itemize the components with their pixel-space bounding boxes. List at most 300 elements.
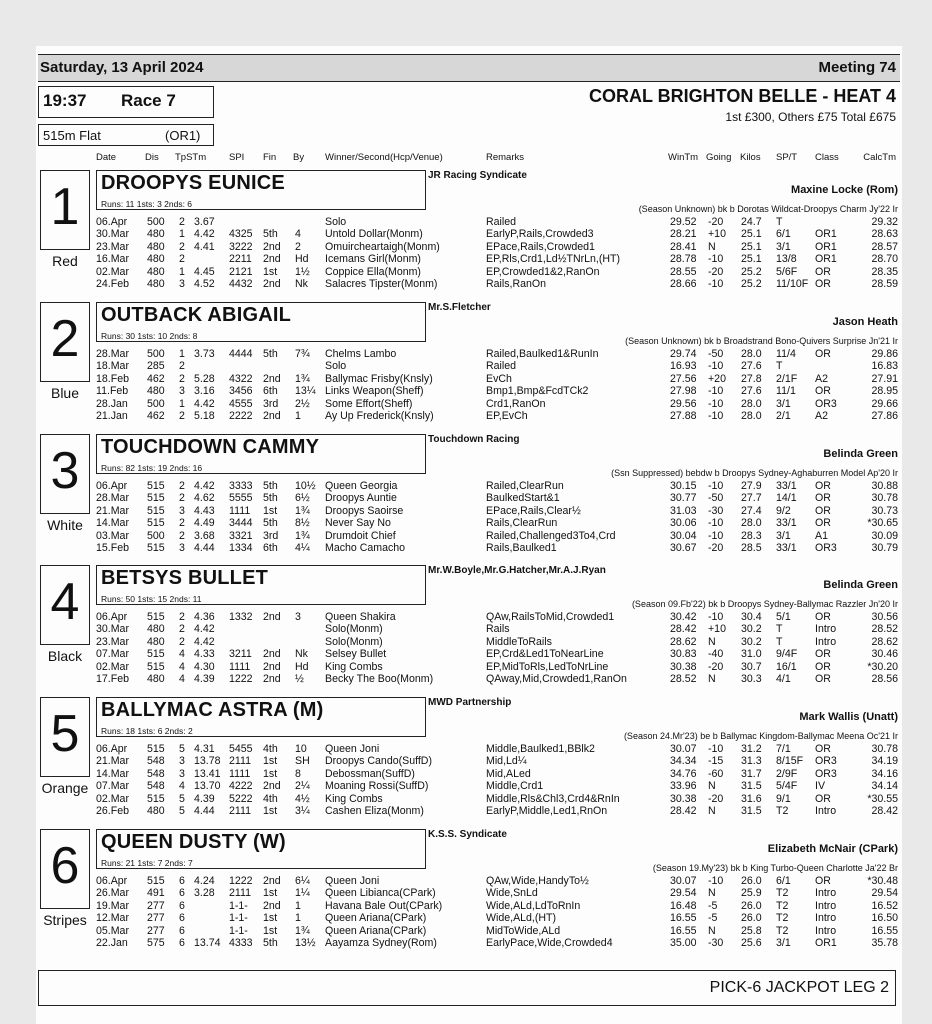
form-finish: 1st bbox=[263, 805, 278, 817]
form-remarks: EP,Rls,Crd1,Ld½TNrLn,(HT) bbox=[486, 253, 621, 266]
form-trap: 2 bbox=[179, 240, 185, 253]
form-finish: 5th bbox=[263, 228, 278, 241]
form-sp: 9/1 bbox=[776, 792, 791, 805]
form-margin: 10 bbox=[295, 743, 307, 755]
form-going: N bbox=[708, 635, 716, 648]
form-win-time: 16.93 bbox=[670, 360, 697, 373]
form-sp: 16/1 bbox=[776, 660, 797, 673]
form-sp: T2 bbox=[776, 924, 789, 937]
form-sp: 33/1 bbox=[776, 517, 797, 530]
form-sp: 33/1 bbox=[776, 542, 797, 554]
form-distance: 480 bbox=[147, 623, 165, 636]
form-date: 15.Feb bbox=[96, 542, 129, 554]
form-sectionals: 2222 bbox=[229, 410, 253, 422]
form-row bbox=[0, 505, 932, 517]
form-winner-second: Coppice Ella(Monm) bbox=[325, 265, 421, 278]
header-remarks: Remarks bbox=[486, 152, 525, 163]
form-win-time: 29.56 bbox=[670, 397, 697, 410]
form-class: Intro bbox=[815, 924, 837, 937]
form-sp: 8/15F bbox=[776, 755, 804, 768]
form-trap: 2 bbox=[179, 635, 185, 648]
form-win-time: 28.41 bbox=[670, 240, 697, 253]
form-going: N bbox=[708, 887, 716, 900]
form-finish: 2nd bbox=[263, 875, 281, 887]
form-sp: T bbox=[776, 360, 783, 373]
form-sectionals: 3222 bbox=[229, 240, 253, 253]
form-sectionals: 2111 bbox=[229, 755, 251, 768]
form-win-time: 34.76 bbox=[670, 767, 697, 780]
form-kilos: 25.9 bbox=[741, 887, 762, 900]
form-finish: 2nd bbox=[263, 278, 281, 290]
form-distance: 277 bbox=[147, 912, 165, 925]
form-remarks: EPace,Rails,Clear½ bbox=[486, 504, 581, 517]
form-trap: 5 bbox=[179, 743, 185, 755]
form-distance: 515 bbox=[147, 517, 165, 530]
form-kilos: 31.5 bbox=[741, 805, 762, 817]
form-kilos: 28.3 bbox=[741, 529, 762, 542]
form-class: OR bbox=[815, 348, 831, 360]
form-win-time: 28.66 bbox=[670, 278, 697, 290]
form-finish: 3rd bbox=[263, 397, 279, 410]
trainer-name: Belinda Green bbox=[823, 579, 898, 591]
form-finish: 2nd bbox=[263, 899, 281, 912]
form-winner-second: Solo bbox=[325, 360, 347, 373]
form-class: Intro bbox=[815, 635, 837, 648]
form-winner-second: Drumdoit Chief bbox=[325, 529, 396, 542]
form-winner-second: Untold Dollar(Monm) bbox=[325, 228, 423, 241]
form-winner-second: Solo bbox=[325, 216, 347, 228]
form-finish: 1st bbox=[263, 924, 278, 937]
form-date: 07.Mar bbox=[96, 648, 129, 661]
form-class: OR bbox=[815, 504, 831, 517]
dog-stats: Runs: 30 1sts: 10 2nds: 8 bbox=[101, 331, 198, 341]
dog-name-box bbox=[96, 565, 426, 605]
form-remarks: BaulkedStart&1 bbox=[486, 492, 560, 505]
form-calc-time: *30.55 bbox=[867, 792, 898, 805]
form-margin: 3 bbox=[295, 611, 301, 623]
form-split-time: 4.42 bbox=[194, 228, 215, 241]
form-going: -10 bbox=[708, 517, 724, 530]
trap-number: 6 bbox=[50, 837, 80, 895]
form-kilos: 24.7 bbox=[741, 216, 762, 228]
form-win-time: 30.38 bbox=[670, 792, 697, 805]
dog-name-box bbox=[96, 697, 426, 737]
dog-name: BETSYS BULLET bbox=[101, 567, 269, 589]
trainer-name: Mark Wallis (Unatt) bbox=[799, 711, 898, 723]
form-win-time: 28.42 bbox=[670, 623, 697, 636]
breeding-info: (Season 09.Fb'22) bk b Droopys Sydney-Ballymac Razzler Jn'20 Ir bbox=[631, 599, 898, 609]
form-distance: 277 bbox=[147, 924, 165, 937]
form-class: Intro bbox=[815, 887, 837, 900]
form-sp: 3/1 bbox=[776, 240, 791, 253]
form-kilos: 31.3 bbox=[741, 755, 762, 768]
dog-name: OUTBACK ABIGAIL bbox=[101, 304, 292, 326]
form-kilos: 27.9 bbox=[741, 480, 762, 492]
form-split-time: 3.16 bbox=[194, 385, 215, 398]
form-distance: 285 bbox=[147, 360, 165, 373]
form-calc-time: 30.46 bbox=[871, 648, 898, 661]
form-winner-second: Selsey Bullet bbox=[325, 648, 387, 661]
form-calc-time: 34.19 bbox=[871, 755, 898, 768]
form-finish: 2nd bbox=[263, 410, 281, 422]
form-class: OR bbox=[815, 492, 831, 505]
form-class: A1 bbox=[815, 529, 828, 542]
form-margin: 1 bbox=[295, 899, 301, 912]
form-row bbox=[0, 875, 932, 887]
form-class: OR3 bbox=[815, 767, 837, 780]
form-calc-time: 28.63 bbox=[871, 228, 898, 241]
form-remarks: Wide,ALd,LdToRnIn bbox=[486, 899, 581, 912]
form-date: 19.Mar bbox=[96, 899, 129, 912]
header-dis: Dis bbox=[145, 152, 159, 163]
form-sp: T2 bbox=[776, 912, 789, 925]
form-distance: 515 bbox=[147, 660, 165, 673]
header-class: Class bbox=[815, 152, 839, 163]
form-split-time: 4.31 bbox=[194, 743, 215, 755]
form-trap: 2 bbox=[179, 360, 185, 373]
form-win-time: 30.07 bbox=[670, 743, 697, 755]
form-split-time: 4.49 bbox=[194, 517, 215, 530]
form-calc-time: 28.59 bbox=[871, 278, 898, 290]
form-date: 02.Mar bbox=[96, 265, 129, 278]
form-winner-second: Queen Joni bbox=[325, 875, 380, 887]
form-sectionals: 3321 bbox=[229, 529, 253, 542]
form-win-time: 29.52 bbox=[670, 216, 697, 228]
form-sp: T2 bbox=[776, 899, 789, 912]
form-remarks: Mid,Ld¼ bbox=[486, 755, 527, 768]
form-kilos: 25.1 bbox=[741, 240, 762, 253]
form-kilos: 28.0 bbox=[741, 397, 762, 410]
form-date: 23.Mar bbox=[96, 635, 129, 648]
form-win-time: 28.21 bbox=[670, 228, 697, 241]
form-winner-second: Omuircheartaigh(Monm) bbox=[325, 240, 440, 253]
form-split-time: 4.42 bbox=[194, 635, 215, 648]
form-date: 23.Mar bbox=[96, 240, 129, 253]
form-winner-second: Queen Shakira bbox=[325, 611, 396, 623]
form-calc-time: 30.73 bbox=[871, 504, 898, 517]
form-margin: 3¼ bbox=[295, 805, 310, 817]
form-winner-second: Aayamza Sydney(Rom) bbox=[325, 937, 437, 949]
form-winner-second: Queen Libianca(CPark) bbox=[325, 887, 436, 900]
distance-box bbox=[38, 124, 214, 146]
form-row bbox=[0, 925, 932, 937]
form-kilos: 31.7 bbox=[741, 767, 762, 780]
form-class: OR1 bbox=[815, 228, 837, 241]
race-number: Race 7 bbox=[121, 91, 176, 110]
form-date: 06.Apr bbox=[96, 743, 128, 755]
form-margin: 6¼ bbox=[295, 875, 310, 887]
form-trap: 2 bbox=[179, 529, 185, 542]
meeting-header-bar bbox=[38, 54, 900, 82]
form-margin: 2¼ bbox=[295, 780, 310, 793]
form-trap: 1 bbox=[179, 397, 185, 410]
form-finish: 2nd bbox=[263, 648, 281, 661]
form-trap: 1 bbox=[179, 265, 185, 278]
form-calc-time: 28.42 bbox=[871, 805, 898, 817]
form-win-time: 30.42 bbox=[670, 611, 697, 623]
form-finish: 5th bbox=[263, 348, 278, 360]
form-trap: 6 bbox=[179, 937, 185, 949]
jackpot-footer bbox=[38, 970, 896, 1006]
trainer-name: Jason Heath bbox=[832, 316, 898, 328]
form-win-time: 28.42 bbox=[670, 805, 697, 817]
form-row bbox=[0, 360, 932, 372]
form-kilos: 25.2 bbox=[741, 265, 762, 278]
form-win-time: 30.77 bbox=[670, 492, 697, 505]
form-winner-second: Droopys Cando(SuffD) bbox=[325, 755, 432, 768]
form-going: -20 bbox=[708, 660, 724, 673]
trap-number: 1 bbox=[50, 178, 80, 236]
form-winner-second: Cashen Eliza(Monm) bbox=[325, 805, 424, 817]
form-going: -10 bbox=[708, 611, 724, 623]
form-remarks: Railed,Challenged3To4,Crd bbox=[486, 529, 616, 542]
form-split-time: 4.44 bbox=[194, 805, 215, 817]
form-kilos: 25.1 bbox=[741, 228, 762, 241]
form-sp: 4/1 bbox=[776, 673, 791, 685]
form-winner-second: Queen Ariana(CPark) bbox=[325, 924, 427, 937]
form-trap: 6 bbox=[179, 924, 185, 937]
trap-colour: Stripes bbox=[43, 912, 87, 928]
form-winner-second: Debossman(SuffD) bbox=[325, 767, 415, 780]
form-win-time: 30.04 bbox=[670, 529, 697, 542]
form-date: 26.Mar bbox=[96, 887, 129, 900]
form-remarks: Railed bbox=[486, 216, 517, 228]
form-row bbox=[0, 673, 932, 685]
form-going: -10 bbox=[708, 410, 724, 422]
form-date: 18.Feb bbox=[96, 372, 129, 385]
form-calc-time: 34.16 bbox=[871, 767, 898, 780]
form-distance: 480 bbox=[147, 385, 165, 398]
form-sectionals: 1111 bbox=[229, 504, 251, 517]
form-kilos: 28.0 bbox=[741, 410, 762, 422]
header-winner: Winner/Second(Hcp/Venue) bbox=[325, 152, 443, 163]
form-margin: 1¾ bbox=[295, 504, 310, 517]
form-win-time: 29.74 bbox=[670, 348, 697, 360]
form-remarks: EP,MidToRls,LedToNrLine bbox=[486, 660, 609, 673]
form-kilos: 28.0 bbox=[741, 348, 762, 360]
form-calc-time: 35.78 bbox=[871, 937, 898, 949]
dog-stats: Runs: 11 1sts: 3 2nds: 6 bbox=[101, 199, 193, 209]
form-class: OR bbox=[815, 385, 831, 398]
form-split-time: 4.45 bbox=[194, 265, 215, 278]
form-row bbox=[0, 623, 932, 635]
form-sp: 11/4 bbox=[776, 348, 796, 360]
header-calctm: CalcTm bbox=[863, 152, 896, 163]
form-going: -10 bbox=[708, 480, 724, 492]
form-win-time: 35.00 bbox=[670, 937, 697, 949]
form-kilos: 25.8 bbox=[741, 924, 762, 937]
form-winner-second: Solo(Monm) bbox=[325, 623, 383, 636]
form-finish: 2nd bbox=[263, 611, 281, 623]
form-class: OR3 bbox=[815, 542, 837, 554]
form-sp: T bbox=[776, 216, 783, 228]
race-grade: (OR1) bbox=[165, 128, 201, 143]
form-remarks: Rails,RanOn bbox=[486, 278, 547, 290]
form-distance: 500 bbox=[147, 529, 165, 542]
header-fin: Fin bbox=[263, 152, 277, 163]
form-win-time: 28.52 bbox=[670, 673, 697, 685]
form-remarks: EarlyPace,Wide,Crowded4 bbox=[486, 937, 613, 949]
form-margin: 2½ bbox=[295, 397, 310, 410]
form-trap: 2 bbox=[179, 372, 185, 385]
form-winner-second: Some Effort(Sheff) bbox=[325, 397, 413, 410]
trap-number: 3 bbox=[50, 442, 80, 500]
form-winner-second: Chelms Lambo bbox=[325, 348, 397, 360]
form-finish: 3rd bbox=[263, 529, 279, 542]
form-trap: 5 bbox=[179, 792, 185, 805]
form-split-time: 4.52 bbox=[194, 278, 215, 290]
form-split-time: 13.74 bbox=[194, 937, 221, 949]
form-remarks: Wide,SnLd bbox=[486, 887, 538, 900]
form-going: +20 bbox=[708, 372, 726, 385]
form-remarks: EP,Crd&Led1ToNearLine bbox=[486, 648, 604, 661]
form-remarks: Middle,Crd1 bbox=[486, 780, 544, 793]
form-distance: 515 bbox=[147, 792, 165, 805]
form-remarks: Middle,Rls&Chl3,Crd4&RnIn bbox=[486, 792, 620, 805]
form-split-time: 4.24 bbox=[194, 875, 215, 887]
prize-money: 1st £300, Others £75 Total £675 bbox=[725, 110, 896, 124]
header-by: By bbox=[293, 152, 305, 163]
form-winner-second: Links Weapon(Sheff) bbox=[325, 385, 424, 398]
form-sp: 14/1 bbox=[776, 492, 797, 505]
form-kilos: 27.6 bbox=[741, 360, 762, 373]
form-class: OR bbox=[815, 648, 831, 661]
form-row bbox=[0, 912, 932, 924]
form-row bbox=[0, 793, 932, 805]
trainer-name: Maxine Locke (Rom) bbox=[791, 184, 898, 196]
form-row bbox=[0, 410, 932, 422]
form-distance: 500 bbox=[147, 348, 165, 360]
form-finish: 1st bbox=[263, 767, 278, 780]
form-class: OR3 bbox=[815, 397, 837, 410]
form-calc-time: 30.78 bbox=[871, 492, 898, 505]
form-class: OR bbox=[815, 673, 831, 685]
form-kilos: 30.3 bbox=[741, 673, 762, 685]
form-kilos: 30.7 bbox=[741, 660, 762, 673]
form-date: 18.Mar bbox=[96, 360, 129, 373]
form-date: 05.Mar bbox=[96, 924, 129, 937]
form-date: 17.Feb bbox=[96, 673, 129, 685]
form-class: OR bbox=[815, 792, 831, 805]
form-margin: 6½ bbox=[295, 492, 310, 505]
form-going: -20 bbox=[708, 542, 724, 554]
form-calc-time: 27.91 bbox=[871, 372, 898, 385]
form-finish: 5th bbox=[263, 937, 278, 949]
form-row bbox=[0, 755, 932, 767]
dog-stats: Runs: 18 1sts: 6 2nds: 2 bbox=[101, 726, 193, 736]
form-row bbox=[0, 780, 932, 792]
trainer-name: Elizabeth McNair (CPark) bbox=[767, 843, 898, 855]
form-distance: 515 bbox=[147, 648, 165, 661]
form-win-time: 30.06 bbox=[670, 517, 697, 530]
form-class: A2 bbox=[815, 410, 828, 422]
form-margin: Hd bbox=[295, 253, 309, 266]
form-calc-time: 30.09 bbox=[871, 529, 898, 542]
form-sp: 9/4F bbox=[776, 648, 798, 661]
form-kilos: 31.0 bbox=[741, 648, 762, 661]
form-margin: 2 bbox=[295, 240, 301, 253]
form-date: 14.Mar bbox=[96, 767, 129, 780]
form-row bbox=[0, 278, 932, 290]
form-date: 14.Mar bbox=[96, 517, 129, 530]
form-sectionals: 4222 bbox=[229, 780, 253, 793]
form-going: -30 bbox=[708, 504, 724, 517]
form-sectionals: 2211 bbox=[229, 253, 252, 266]
form-finish: 5th bbox=[263, 480, 278, 492]
form-split-time: 3.67 bbox=[194, 216, 215, 228]
form-distance: 515 bbox=[147, 875, 165, 887]
form-sp: T2 bbox=[776, 805, 789, 817]
form-remarks: Bmp1,Bmp&FcdTCk2 bbox=[486, 385, 589, 398]
form-kilos: 31.2 bbox=[741, 743, 762, 755]
form-class: OR bbox=[815, 660, 831, 673]
form-date: 07.Mar bbox=[96, 780, 129, 793]
form-class: OR3 bbox=[815, 755, 837, 768]
form-win-time: 28.62 bbox=[670, 635, 697, 648]
form-trap: 3 bbox=[179, 767, 185, 780]
form-sp: 3/1 bbox=[776, 397, 791, 410]
form-trap: 1 bbox=[179, 228, 185, 241]
jackpot-label: PICK-6 JACKPOT LEG 2 bbox=[709, 979, 889, 996]
dog-name: QUEEN DUSTY (W) bbox=[101, 831, 286, 853]
form-date: 28.Mar bbox=[96, 492, 129, 505]
form-calc-time: 34.14 bbox=[871, 780, 898, 793]
form-calc-time: 16.52 bbox=[871, 899, 898, 912]
form-margin: 1¾ bbox=[295, 529, 310, 542]
form-trap: 3 bbox=[179, 278, 185, 290]
form-split-time: 3.68 bbox=[194, 529, 215, 542]
form-distance: 277 bbox=[147, 899, 165, 912]
form-calc-time: 16.83 bbox=[871, 360, 898, 373]
form-trap: 6 bbox=[179, 899, 185, 912]
form-sp: T bbox=[776, 623, 783, 636]
form-winner-second: Icemans Girl(Monm) bbox=[325, 253, 421, 266]
form-row bbox=[0, 648, 932, 660]
form-date: 21.Mar bbox=[96, 755, 129, 768]
form-split-time: 4.41 bbox=[194, 240, 215, 253]
dog-name-box bbox=[96, 434, 426, 474]
form-winner-second: King Combs bbox=[325, 660, 383, 673]
form-sp: T2 bbox=[776, 887, 789, 900]
form-kilos: 25.1 bbox=[741, 253, 762, 266]
form-remarks: Railed,ClearRun bbox=[486, 480, 564, 492]
form-row bbox=[0, 661, 932, 673]
form-date: 28.Mar bbox=[96, 348, 129, 360]
owner-name: Touchdown Racing bbox=[428, 434, 520, 445]
form-sp: 6/1 bbox=[776, 228, 791, 241]
breeding-info: (Season Unknown) bk b Broadstrand Bono-Quivers Surprise Jn'21 Ir bbox=[625, 336, 898, 346]
form-winner-second: Macho Camacho bbox=[325, 542, 406, 554]
form-sp: 3/1 bbox=[776, 529, 791, 542]
form-win-time: 27.56 bbox=[670, 372, 697, 385]
form-sp: 2/1F bbox=[776, 372, 798, 385]
form-class: OR bbox=[815, 743, 831, 755]
form-finish: 2nd bbox=[263, 673, 281, 685]
form-winner-second: Becky The Boo(Monm) bbox=[325, 673, 434, 685]
form-kilos: 26.0 bbox=[741, 899, 762, 912]
form-remarks: EvCh bbox=[486, 372, 512, 385]
form-trap: 2 bbox=[179, 480, 185, 492]
form-kilos: 25.6 bbox=[741, 937, 762, 949]
form-calc-time: 28.70 bbox=[871, 253, 898, 266]
form-going: -20 bbox=[708, 216, 724, 228]
form-calc-time: 28.52 bbox=[871, 623, 898, 636]
form-remarks: EP,EvCh bbox=[486, 410, 528, 422]
form-calc-time: *30.48 bbox=[867, 875, 898, 887]
form-distance: 515 bbox=[147, 480, 165, 492]
trainer-name: Belinda Green bbox=[823, 448, 898, 460]
form-sectionals: 4444 bbox=[229, 348, 253, 360]
